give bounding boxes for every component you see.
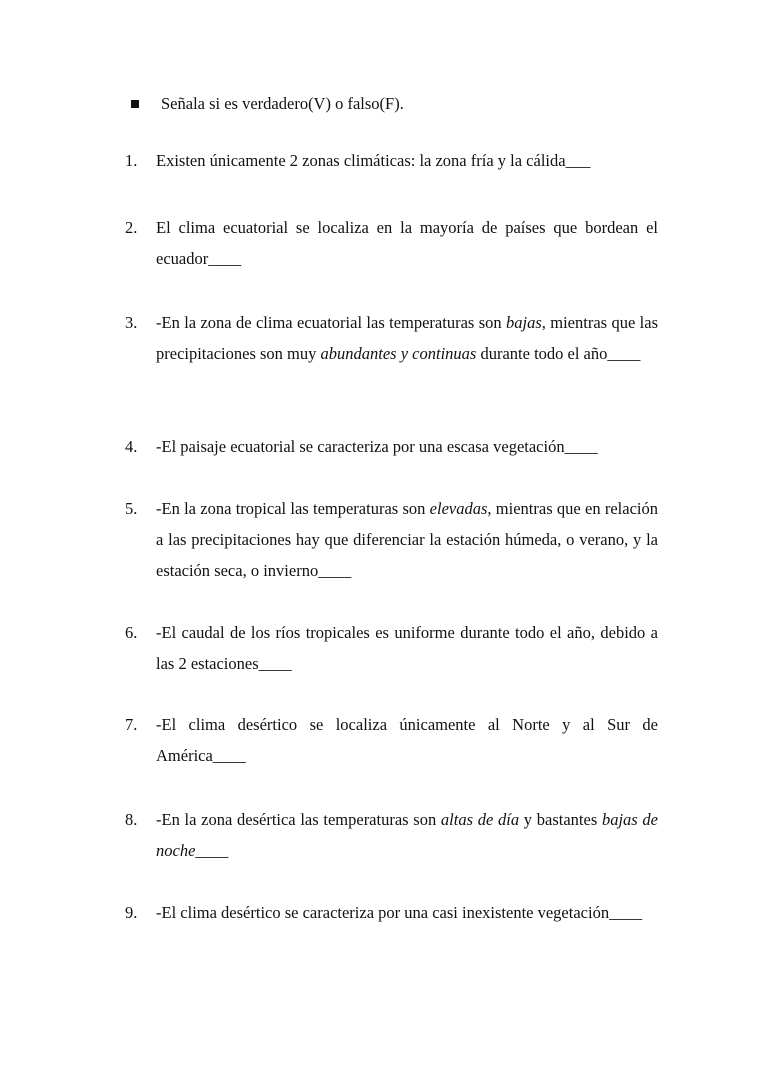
question-item-1 [125, 145, 658, 176]
question-text-emphasis: elevadas [429, 499, 488, 518]
question-item-6 [125, 617, 658, 679]
question-text [156, 145, 658, 176]
question-text-emphasis: bajas [506, 313, 542, 332]
question-item-2 [125, 212, 658, 274]
question-text [156, 212, 658, 274]
question-text [156, 897, 658, 928]
question-text-segment: -En la zona de clima ecuatorial las temperaturas son [156, 313, 506, 332]
question-text-segment: durante todo el año____ [476, 344, 641, 363]
question-item-8 [125, 804, 658, 866]
question-item-4 [125, 431, 658, 462]
instruction-heading [125, 90, 665, 118]
question-text-segment: -El paisaje ecuatorial se caracteriza por una escasa vegetación____ [156, 437, 598, 456]
question-number: 2. [125, 218, 138, 237]
square-bullet-icon [131, 100, 139, 108]
question-text-segment: , mientras que en relación a las precipitaciones hay que diferenciar la estación húmeda, o verano, y la estación seca, o invierno____ [156, 499, 658, 580]
question-text-segment: Existen únicamente 2 zonas climáticas: la zona fría y la cálida___ [156, 151, 591, 170]
question-number: 5. [125, 499, 138, 518]
question-text [156, 431, 658, 462]
question-item-5 [125, 493, 658, 586]
question-text-emphasis: abundantes y continuas [320, 344, 477, 363]
question-number: 1. [125, 151, 138, 170]
instruction-text: Señala si es verdadero(V) o falso(F). [161, 94, 404, 113]
question-text [156, 307, 658, 369]
question-text [156, 804, 658, 866]
question-number: 3. [125, 313, 138, 332]
question-text [156, 617, 658, 679]
question-item-7 [125, 709, 658, 771]
question-text-segment: -El clima desértico se localiza únicamente al Norte y al Sur de América____ [156, 715, 658, 765]
question-text-segment: -En la zona desértica las temperaturas son [156, 810, 441, 829]
question-text-segment: y bastantes [519, 810, 602, 829]
question-number: 9. [125, 903, 138, 922]
question-number: 6. [125, 623, 138, 642]
question-text-segment: , mientras que las precipitaciones son muy [156, 313, 658, 363]
question-text-emphasis: altas de día [440, 810, 520, 829]
question-item-9 [125, 897, 658, 928]
question-number: 7. [125, 715, 138, 734]
question-text-emphasis: bajas de noche [156, 810, 658, 860]
question-number: 4. [125, 437, 138, 456]
question-text-segment: -El clima desértico se caracteriza por una casi inexistente vegetación____ [156, 903, 643, 922]
question-text-segment: ____ [195, 841, 229, 860]
question-number: 8. [125, 810, 138, 829]
question-item-3 [125, 307, 658, 369]
question-text-segment: -En la zona tropical las temperaturas son [156, 499, 430, 518]
question-text [156, 493, 658, 586]
question-text [156, 709, 658, 771]
question-text-segment: -El caudal de los ríos tropicales es uniforme durante todo el año, debido a las 2 estaciones____ [156, 623, 658, 673]
question-text-segment: El clima ecuatorial se localiza en la mayoría de países que bordean el ecuador____ [156, 218, 658, 268]
